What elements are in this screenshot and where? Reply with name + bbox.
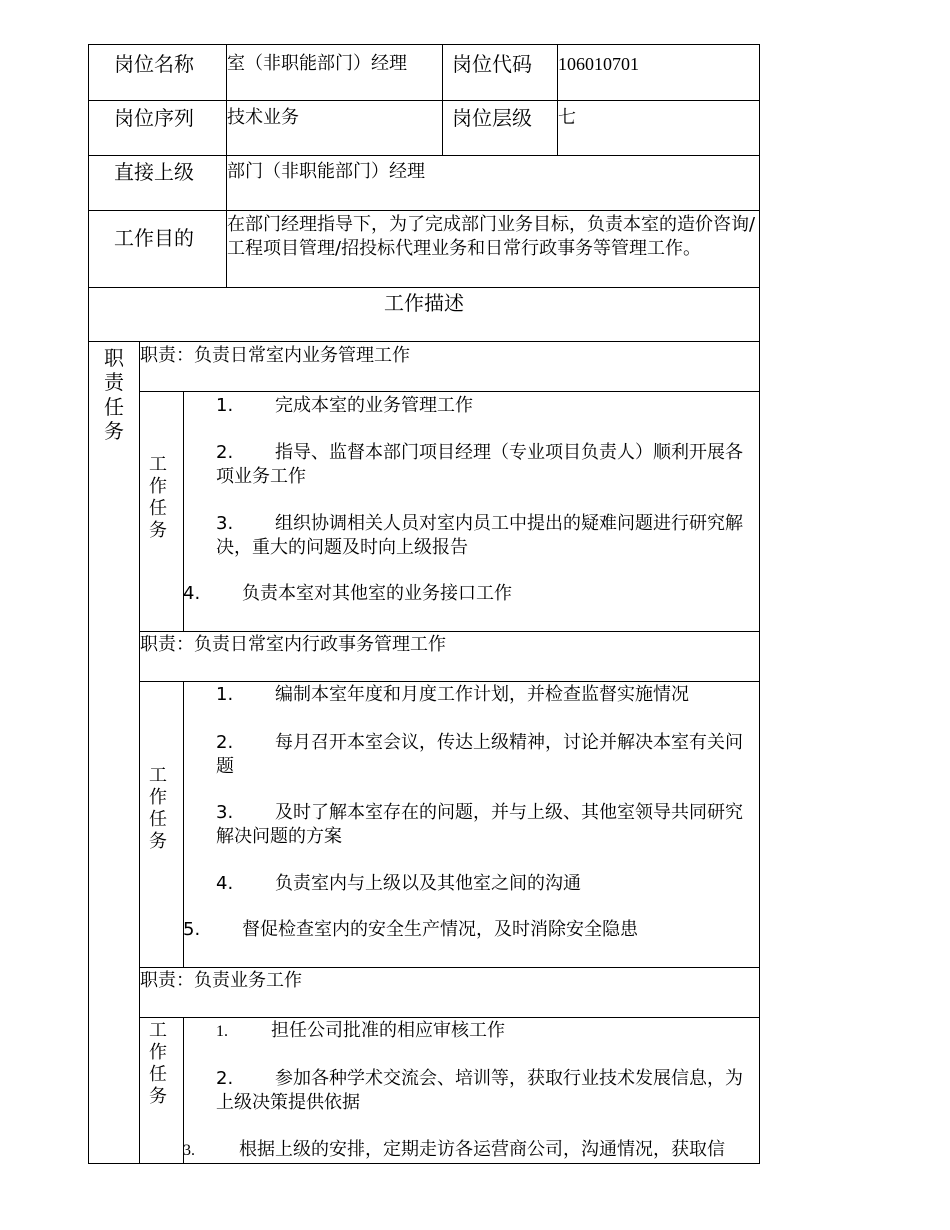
row-divider (139, 391, 760, 392)
table-border-top (88, 44, 760, 45)
task-item: 2. 指导、监督本部门项目经理（专业项目负责人）顺利开展各项业务工作 (216, 442, 743, 487)
column-divider (442, 44, 443, 155)
task-item: 2. 每月召开本室会议，传达上级精神，讨论并解决本室有关问题 (216, 732, 743, 777)
task-item: 1. 完成本室的业务管理工作 (216, 395, 473, 416)
level-value: 七 (558, 107, 576, 128)
position-name-value: 室（非职能部门）经理 (227, 53, 407, 74)
row-divider (88, 287, 760, 288)
level-label: 岗位层级 (452, 106, 532, 130)
task-item: 1. 编制本室年度和月度工作计划，并检查监督实施情况 (216, 684, 689, 705)
task-item: 4. 负责室内与上级以及其他室之间的沟通 (216, 873, 581, 894)
task-item: 3. 根据上级的安排，定期走访各运营商公司，沟通情况，获取信 (183, 1139, 725, 1160)
row-divider (139, 1017, 760, 1018)
position-name-label: 岗位名称 (114, 52, 194, 76)
table-border-right (759, 44, 760, 1164)
task-item: 5. 督促检查室内的安全生产情况，及时消除安全隐患 (183, 919, 638, 940)
table-border-bottom (88, 1163, 760, 1164)
purpose-value: 在部门经理指导下，为了完成部门业务目标，负责本室的造价咨询/工程项目管理/招投标代理业务和日常行政事务等管理工作。 (227, 214, 756, 259)
row-divider (88, 155, 760, 156)
task-item: 2. 参加各种学术交流会、培训等，获取行业技术发展信息，为上级决策提供依据 (216, 1068, 743, 1113)
column-divider (139, 341, 140, 1163)
duty-side-label: 职 责 任 务 (104, 346, 124, 444)
purpose-label: 工作目的 (114, 226, 194, 250)
task-item: 1. 担任公司批准的相应审核工作 (216, 1020, 505, 1041)
duty-title: 职责：负责业务工作 (140, 970, 302, 991)
task-item: 3. 及时了解本室存在的问题，并与上级、其他室领导共同研究解决问题的方案 (216, 802, 743, 847)
sequence-label: 岗位序列 (114, 106, 194, 130)
row-divider (139, 631, 760, 632)
superior-label: 直接上级 (114, 160, 194, 184)
task-item: 3. 组织协调相关人员对室内员工中提出的疑难问题进行研究解决，重大的问题及时向上级报告 (216, 513, 743, 558)
row-divider (88, 210, 760, 211)
superior-value: 部门（非职能部门）经理 (227, 161, 425, 182)
sequence-value: 技术业务 (227, 107, 299, 128)
position-code-label: 岗位代码 (452, 52, 532, 76)
position-code-value: 106010701 (558, 54, 639, 74)
table-border-left (88, 44, 89, 1164)
row-divider (139, 967, 760, 968)
duty-title: 职责：负责日常室内业务管理工作 (140, 345, 410, 366)
row-divider (88, 341, 760, 342)
row-divider (139, 681, 760, 682)
row-divider (88, 100, 760, 101)
duty-title: 职责：负责日常室内行政事务管理工作 (140, 634, 446, 655)
task-item: 4. 负责本室对其他室的业务接口工作 (183, 583, 512, 604)
task-side-label: 工 作 任 务 (149, 454, 167, 541)
section-title: 工作描述 (384, 291, 464, 315)
task-side-label: 工 作 任 务 (149, 765, 167, 852)
task-side-label: 工 作 任 务 (149, 1020, 167, 1107)
